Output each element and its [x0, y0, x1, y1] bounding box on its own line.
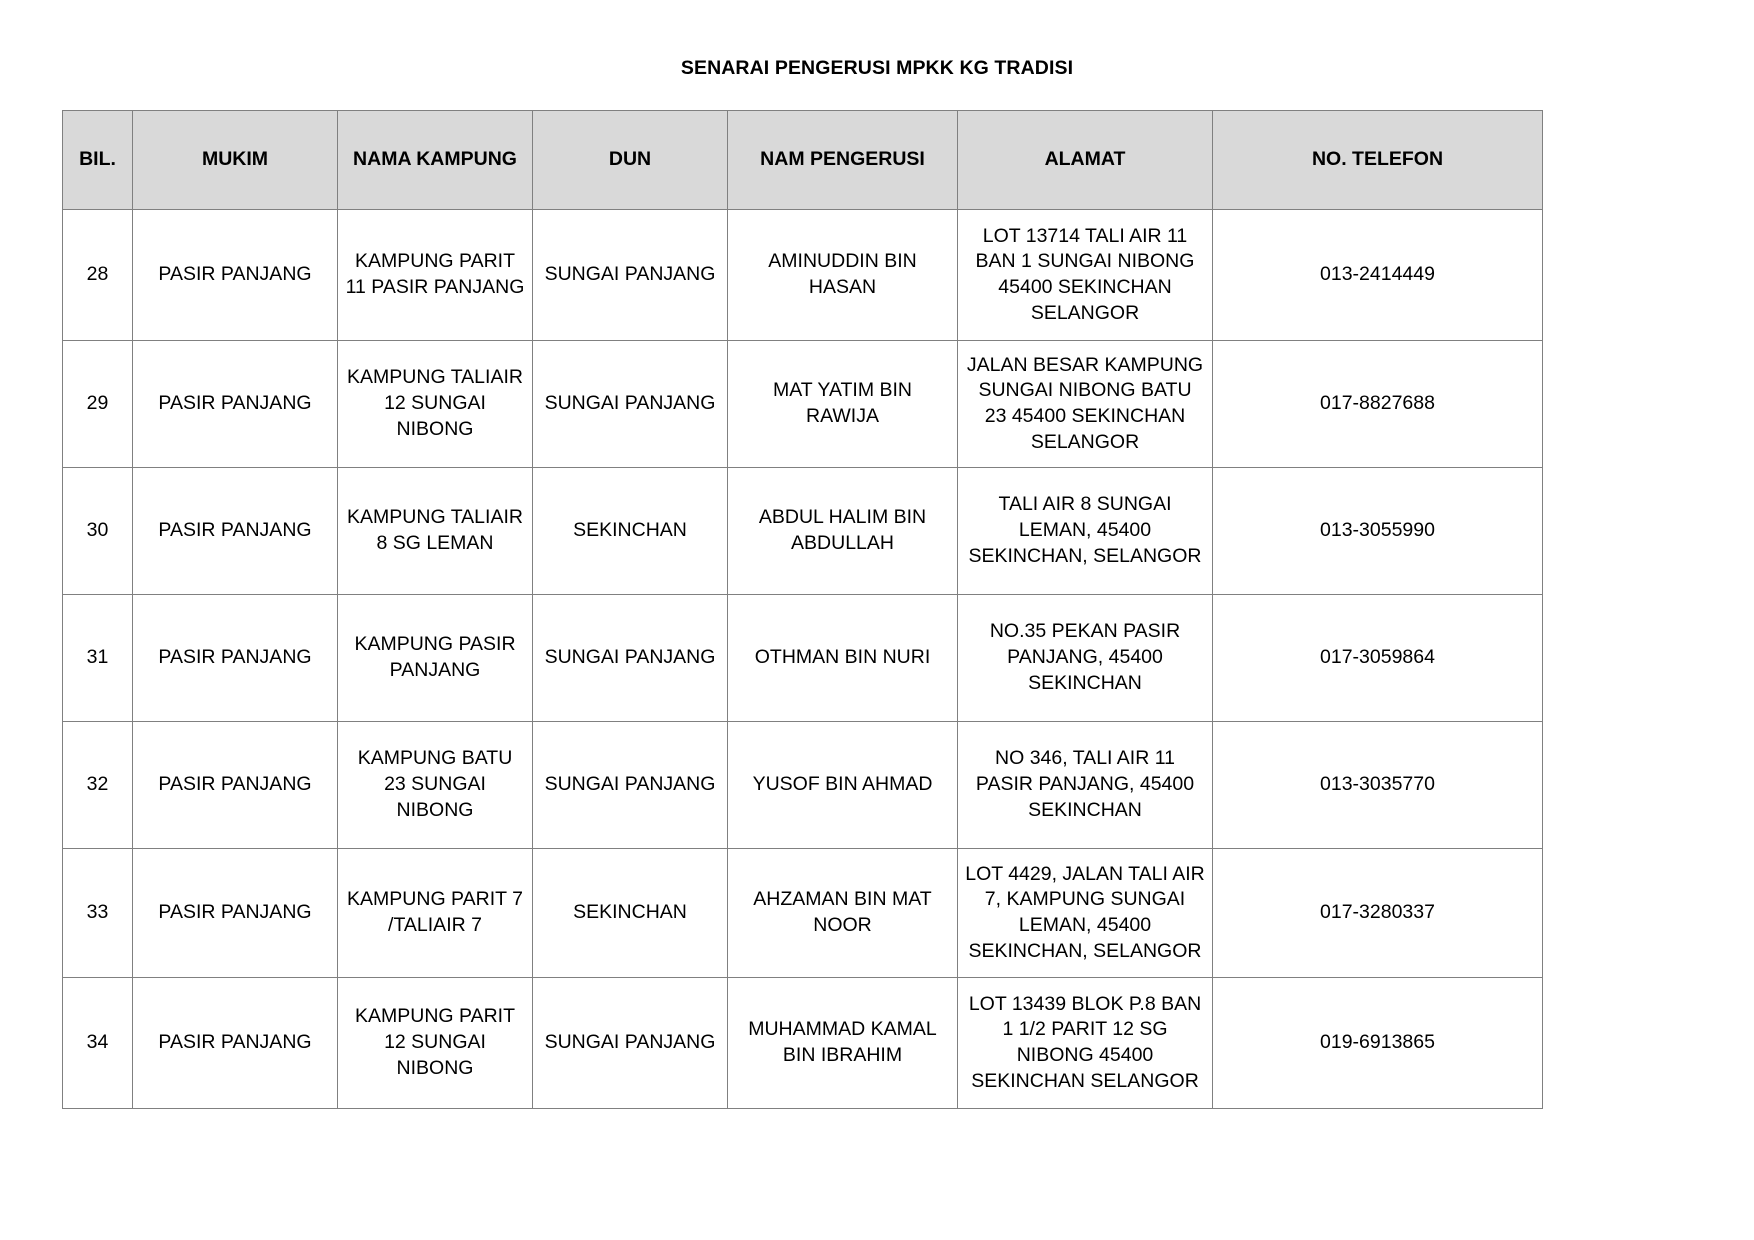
- cell-dun: SEKINCHAN: [533, 849, 728, 978]
- cell-alamat: LOT 4429, JALAN TALI AIR 7, KAMPUNG SUNGAI LEMAN, 45400 SEKINCHAN, SELANGOR: [958, 849, 1213, 978]
- cell-nama-kampung: KAMPUNG PASIR PANJANG: [338, 595, 533, 722]
- cell-nam-pengerusi: MUHAMMAD KAMAL BIN IBRAHIM: [728, 978, 958, 1109]
- table-row: [63, 978, 1543, 1109]
- cell-bil: 29: [63, 341, 133, 468]
- cell-no-telefon: 013-3055990: [1213, 468, 1543, 595]
- column-header-dun: DUN: [533, 111, 728, 210]
- cell-mukim: PASIR PANJANG: [133, 468, 338, 595]
- cell-nama-kampung: KAMPUNG PARIT 7 /TALIAIR 7: [338, 849, 533, 978]
- column-header-no-telefon: NO. TELEFON: [1213, 111, 1543, 210]
- cell-nam-pengerusi: AHZAMAN BIN MAT NOOR: [728, 849, 958, 978]
- column-header-nama-kampung: NAMA KAMPUNG: [338, 111, 533, 210]
- cell-no-telefon: 013-3035770: [1213, 722, 1543, 849]
- cell-mukim: PASIR PANJANG: [133, 210, 338, 341]
- column-header-mukim: MUKIM: [133, 111, 338, 210]
- cell-no-telefon: 019-6913865: [1213, 978, 1543, 1109]
- cell-dun: SUNGAI PANJANG: [533, 595, 728, 722]
- cell-nam-pengerusi: AMINUDDIN BIN HASAN: [728, 210, 958, 341]
- cell-nam-pengerusi: YUSOF BIN AHMAD: [728, 722, 958, 849]
- cell-dun: SUNGAI PANJANG: [533, 722, 728, 849]
- table-header-row: [63, 111, 1543, 210]
- cell-alamat: NO 346, TALI AIR 11 PASIR PANJANG, 45400 SEKINCHAN: [958, 722, 1213, 849]
- cell-nama-kampung: KAMPUNG PARIT 12 SUNGAI NIBONG: [338, 978, 533, 1109]
- table-row: [63, 722, 1543, 849]
- column-header-alamat: ALAMAT: [958, 111, 1213, 210]
- column-header-bil: BIL.: [63, 111, 133, 210]
- pengerusi-table: [62, 110, 1543, 1109]
- table-row: [63, 849, 1543, 978]
- table-row: [63, 210, 1543, 341]
- cell-dun: SUNGAI PANJANG: [533, 978, 728, 1109]
- cell-nama-kampung: KAMPUNG TALIAIR 8 SG LEMAN: [338, 468, 533, 595]
- cell-mukim: PASIR PANJANG: [133, 722, 338, 849]
- table-row: [63, 341, 1543, 468]
- cell-nama-kampung: KAMPUNG PARIT 11 PASIR PANJANG: [338, 210, 533, 341]
- cell-mukim: PASIR PANJANG: [133, 978, 338, 1109]
- cell-bil: 30: [63, 468, 133, 595]
- page-title: SENARAI PENGERUSI MPKK KG TRADISI: [680, 57, 1074, 79]
- cell-nam-pengerusi: OTHMAN BIN NURI: [728, 595, 958, 722]
- cell-alamat: TALI AIR 8 SUNGAI LEMAN, 45400 SEKINCHAN, SELANGOR: [958, 468, 1213, 595]
- cell-alamat: NO.35 PEKAN PASIR PANJANG, 45400 SEKINCHAN: [958, 595, 1213, 722]
- cell-no-telefon: 017-8827688: [1213, 341, 1543, 468]
- cell-alamat: LOT 13714 TALI AIR 11 BAN 1 SUNGAI NIBONG 45400 SEKINCHAN SELANGOR: [958, 210, 1213, 341]
- cell-bil: 28: [63, 210, 133, 341]
- cell-mukim: PASIR PANJANG: [133, 341, 338, 468]
- cell-dun: SUNGAI PANJANG: [533, 341, 728, 468]
- cell-no-telefon: 013-2414449: [1213, 210, 1543, 341]
- cell-bil: 31: [63, 595, 133, 722]
- cell-alamat: LOT 13439 BLOK P.8 BAN 1 1/2 PARIT 12 SG NIBONG 45400 SEKINCHAN SELANGOR: [958, 978, 1213, 1109]
- cell-nam-pengerusi: MAT YATIM BIN RAWIJA: [728, 341, 958, 468]
- cell-nama-kampung: KAMPUNG TALIAIR 12 SUNGAI NIBONG: [338, 341, 533, 468]
- cell-alamat: JALAN BESAR KAMPUNG SUNGAI NIBONG BATU 23 45400 SEKINCHAN SELANGOR: [958, 341, 1213, 468]
- cell-dun: SEKINCHAN: [533, 468, 728, 595]
- cell-mukim: PASIR PANJANG: [133, 595, 338, 722]
- cell-no-telefon: 017-3280337: [1213, 849, 1543, 978]
- table-row: [63, 468, 1543, 595]
- cell-mukim: PASIR PANJANG: [133, 849, 338, 978]
- cell-nam-pengerusi: ABDUL HALIM BIN ABDULLAH: [728, 468, 958, 595]
- column-header-nam-pengerusi: NAM PENGERUSI: [728, 111, 958, 210]
- cell-dun: SUNGAI PANJANG: [533, 210, 728, 341]
- table-container: [62, 110, 1542, 1109]
- table-row: [63, 595, 1543, 722]
- cell-bil: 33: [63, 849, 133, 978]
- cell-bil: 32: [63, 722, 133, 849]
- cell-bil: 34: [63, 978, 133, 1109]
- cell-no-telefon: 017-3059864: [1213, 595, 1543, 722]
- cell-nama-kampung: KAMPUNG BATU 23 SUNGAI NIBONG: [338, 722, 533, 849]
